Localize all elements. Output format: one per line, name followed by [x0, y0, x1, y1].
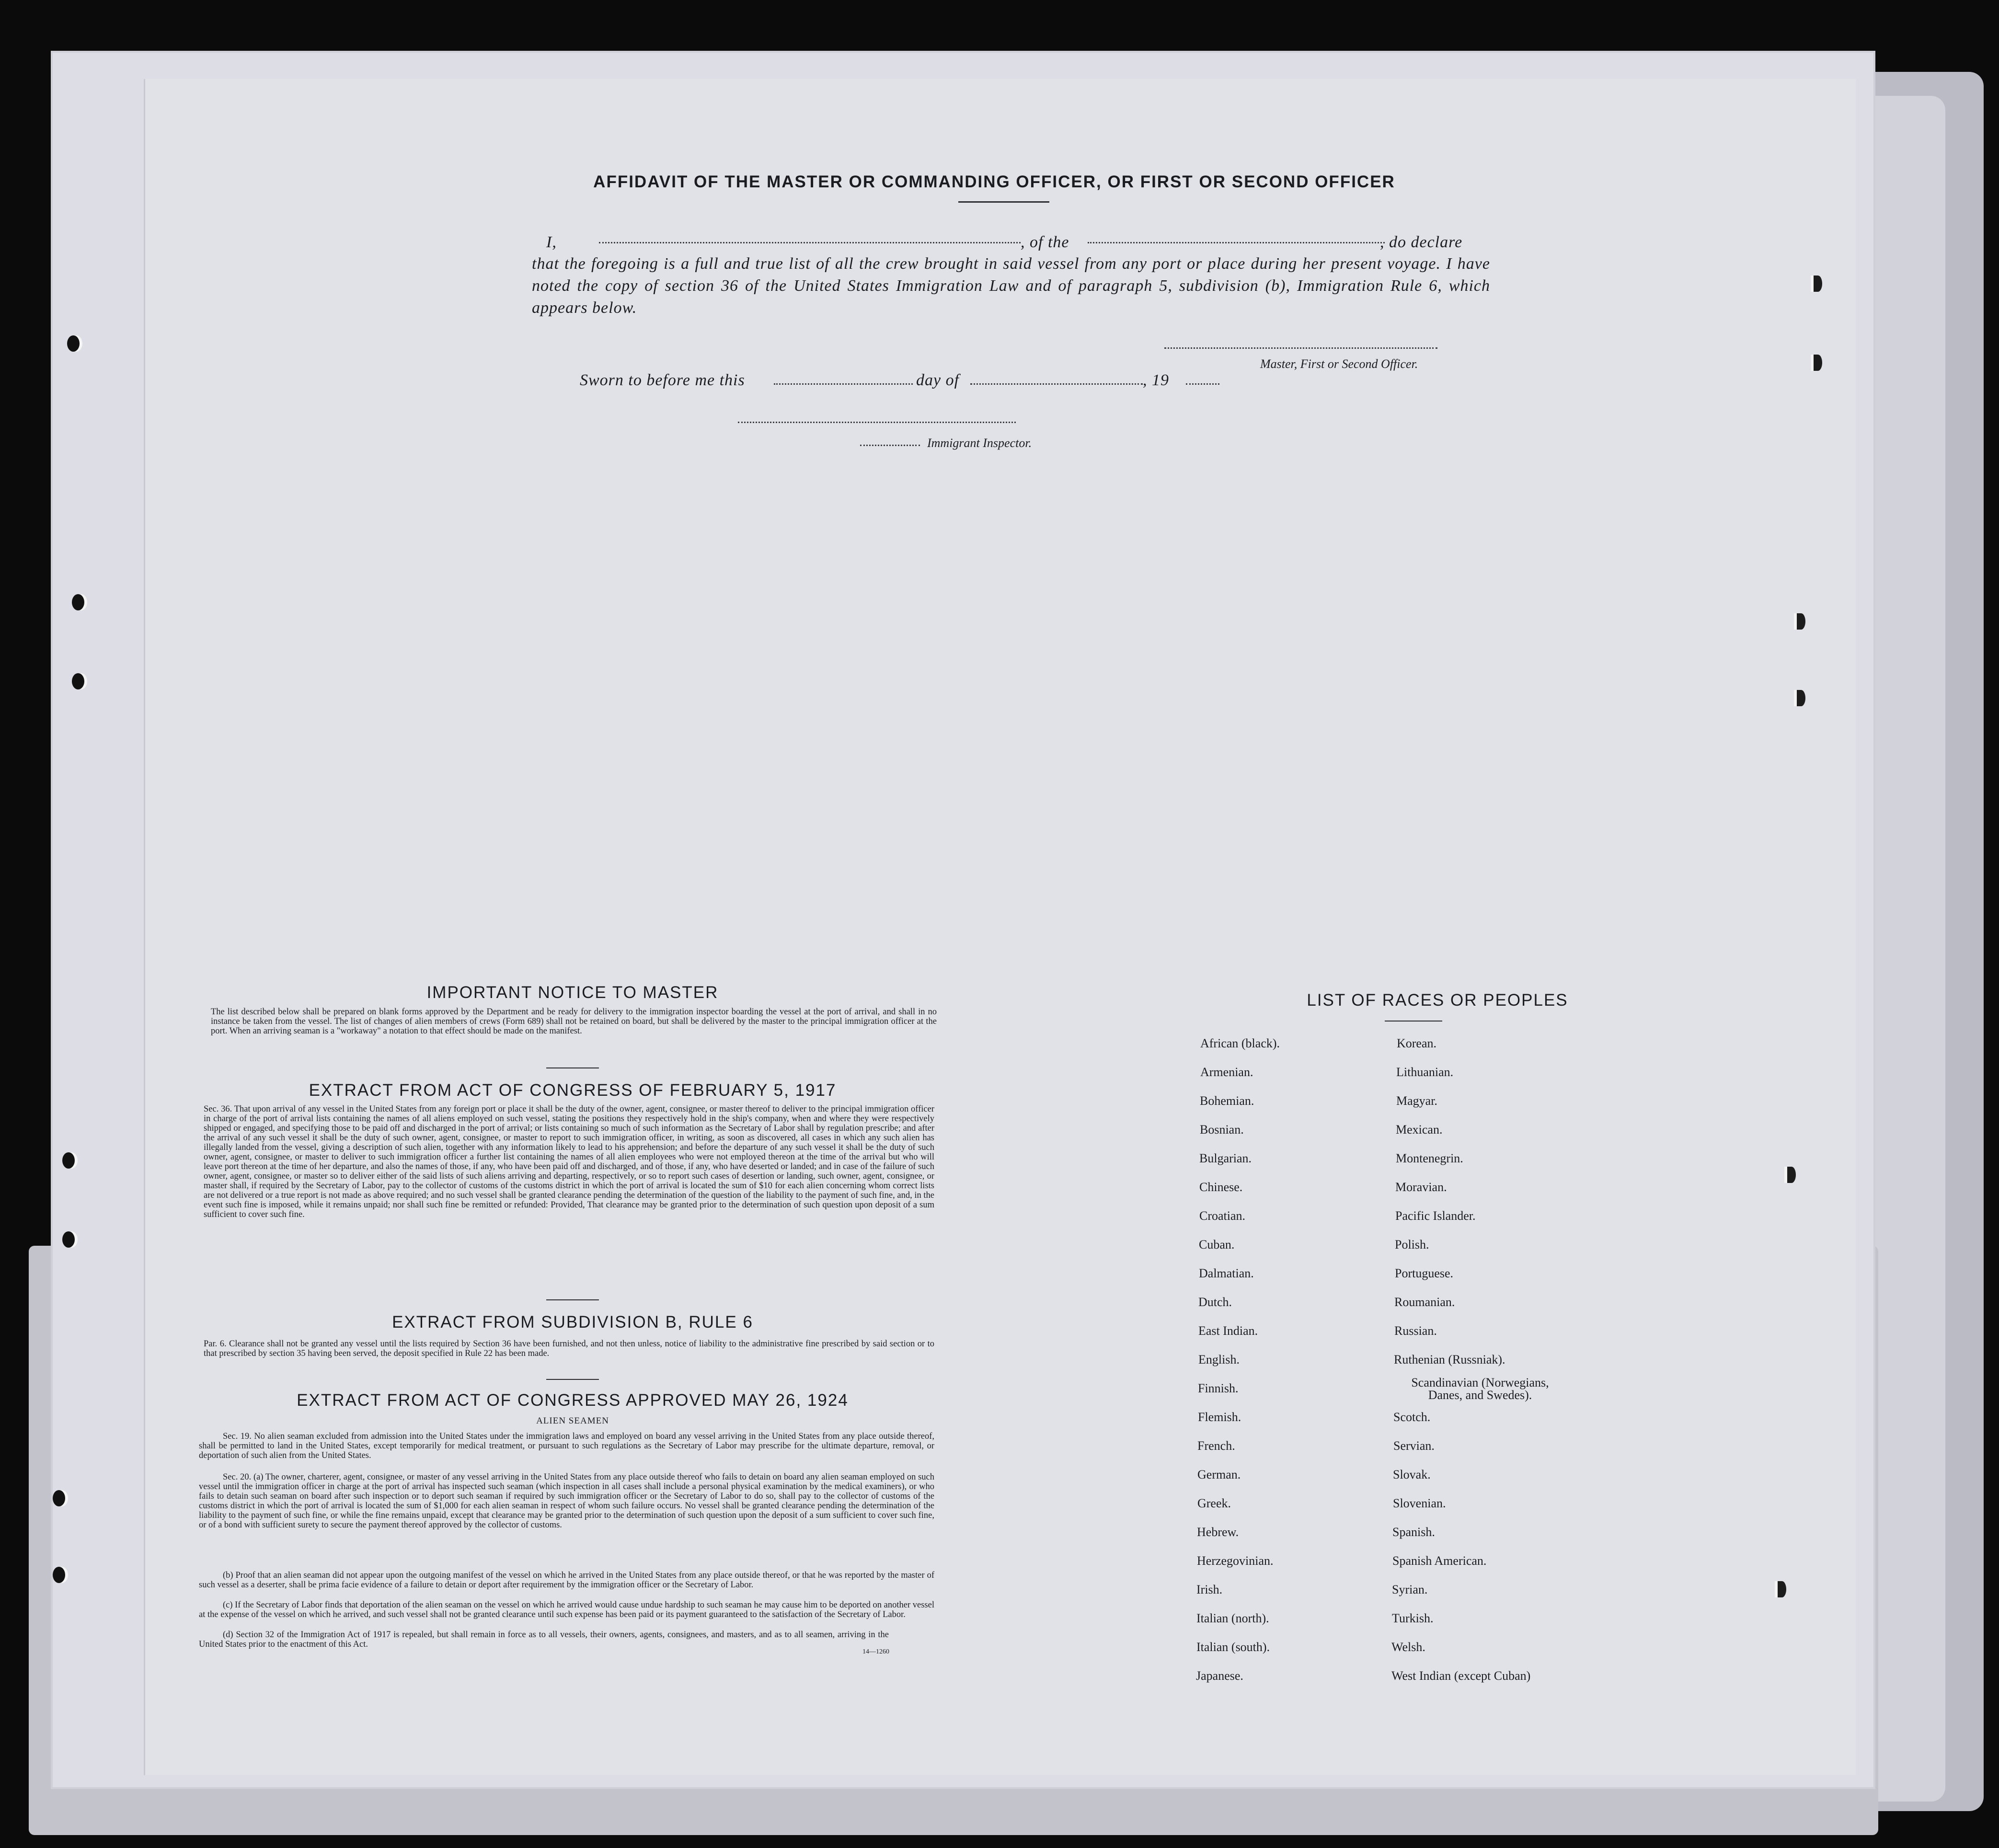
punch-hole	[1787, 1167, 1796, 1183]
race-item: Cuban.	[1199, 1238, 1235, 1251]
race-item: Russian.	[1394, 1324, 1437, 1338]
divider	[546, 1379, 599, 1380]
race-item: German.	[1197, 1468, 1241, 1481]
affidavit-body: that the foregoing is a full and true list of all the crew brought in said vessel from any port or place during her present voyage. I have noted the copy of section 36 of the United States Immigration Law and of paragraph 5, subdivision (b), Immigration Rule 6, which appears below.	[532, 255, 1490, 317]
race-item: Ruthenian (Russniak).	[1394, 1353, 1505, 1366]
sworn-month-field[interactable]	[970, 383, 1143, 385]
sworn-day-field[interactable]	[774, 383, 913, 385]
extract-1924-sec20a: Sec. 20. (a) The owner, charterer, agent, consignee, or master of any vessel arriving in the United States from any place outside thereof who fails to detain on board any alien seaman employed on such vessel until the immigration officer in charge at the port of arrival has inspected such seaman (which inspection in all cases shall include a personal physical examination by the medical examiners), or who fails to detain such seaman on board after such inspection or to deport such seaman if required by such immigration officer or the Secretary of Labor to do so, shall pay to the collector of customs of the customs district in which the port of arrival is located the sum of $1,000 for each alien seaman in respect of whom such failure occurs. No vessel shall be granted clearance pending the determination of the liability to the payment of such fine, or while the fine remains unpaid, except that clearance may be granted prior to the determination of such question upon the deposit of a sum sufficient to cover such fine, or of a bond with sufficient surety to secure the payment thereof approved by the collector of customs.	[199, 1472, 934, 1530]
extract-1924-subtitle: ALIEN SEAMEN	[536, 1416, 609, 1426]
race-item: Armenian.	[1200, 1065, 1253, 1079]
title-rule	[958, 201, 1049, 203]
race-item: Japanese.	[1196, 1669, 1243, 1683]
race-item: Pacific Islander.	[1395, 1209, 1476, 1223]
race-item: Bosnian.	[1200, 1123, 1244, 1136]
punch-hole	[72, 594, 84, 610]
race-item: Korean.	[1397, 1036, 1437, 1050]
inspector-label: Immigrant Inspector.	[927, 436, 1032, 450]
divider	[546, 1067, 599, 1068]
inspector-signature-field[interactable]	[738, 422, 1016, 423]
punch-hole	[53, 1490, 65, 1506]
race-item: Chinese.	[1199, 1180, 1243, 1194]
race-item: Mexican.	[1396, 1123, 1443, 1136]
race-item: Dutch.	[1198, 1295, 1232, 1309]
race-item: West Indian (except Cuban)	[1391, 1669, 1531, 1683]
form-number: 14—1260	[862, 1648, 889, 1655]
race-item: Spanish American.	[1392, 1554, 1487, 1568]
punch-hole	[53, 1567, 65, 1583]
punch-hole	[1778, 1581, 1786, 1597]
race-item: Slovak.	[1393, 1468, 1431, 1481]
race-item: Scotch.	[1393, 1410, 1431, 1424]
race-item: Italian (north).	[1196, 1611, 1269, 1625]
race-item: Polish.	[1395, 1238, 1429, 1251]
sworn-year-prefix: , 19	[1143, 371, 1169, 389]
race-item: Syrian.	[1392, 1583, 1428, 1596]
extract-1924-title: EXTRACT FROM ACT OF CONGRESS APPROVED MAY 26, 1924	[297, 1391, 849, 1410]
race-item: Italian (south).	[1196, 1640, 1270, 1654]
race-item: Greek.	[1197, 1496, 1231, 1510]
divider	[1385, 1021, 1442, 1022]
race-item: East Indian.	[1198, 1324, 1258, 1338]
affidavit-declare: , do declare	[1380, 233, 1463, 251]
race-item: Spanish.	[1392, 1525, 1435, 1539]
affidavit-of-the: , of the	[1021, 233, 1069, 251]
punch-hole	[1797, 613, 1805, 630]
race-item: Welsh.	[1391, 1640, 1425, 1654]
race-item: Irish.	[1196, 1583, 1223, 1596]
extract-1924-sec20d: (d) Section 32 of the Immigration Act of 1917 is repealed, but shall remain in force as to all vessels, their owners, agents, consignees, and masters, and as to all seamen, arriving in the United States prior to the enactment of this Act.	[199, 1630, 889, 1649]
punch-hole	[1814, 275, 1822, 292]
extract-1924-sec19: Sec. 19. No alien seaman excluded from admission into the United States under the immigration laws and employed on board any vessel arriving in the United States from any place outside thereof, shall be permitted to land in the United States, except temporarily for medical treatment, or pursuant to such regulations as the Secretary of Labor may prescribe for the ultimate departure, removal, or deportation of such alien from the United States.	[199, 1432, 934, 1460]
race-item: Moravian.	[1395, 1180, 1447, 1194]
race-item: Herzegovinian.	[1197, 1554, 1274, 1568]
punch-hole	[1814, 355, 1822, 371]
race-item: Hebrew.	[1197, 1525, 1239, 1539]
race-item: Bulgarian.	[1199, 1151, 1252, 1165]
race-item: Magyar.	[1396, 1094, 1437, 1108]
punch-hole	[62, 1152, 75, 1169]
race-item: Scandinavian (Norwegians, Danes, and Swedes).	[1411, 1376, 1549, 1402]
affidavit-i: I,	[546, 233, 557, 251]
race-item: Portuguese.	[1395, 1266, 1454, 1280]
sworn-prefix: Sworn to before me this	[580, 371, 745, 389]
race-item: English.	[1198, 1353, 1240, 1366]
extract-rule6-title: EXTRACT FROM SUBDIVISION B, RULE 6	[392, 1313, 753, 1331]
race-item: Dalmatian.	[1199, 1266, 1254, 1280]
race-item: Flemish.	[1198, 1410, 1241, 1424]
vessel-name-field[interactable]	[1088, 242, 1385, 243]
master-signature-label: Master, First or Second Officer.	[1260, 357, 1418, 371]
notice-title: IMPORTANT NOTICE TO MASTER	[426, 983, 719, 1002]
extract-1917-title: EXTRACT FROM ACT OF CONGRESS OF FEBRUARY 5, 1917	[309, 1081, 837, 1100]
affidavit-title: AFFIDAVIT OF THE MASTER OR COMMANDING OFFICER, OR FIRST OR SECOND OFFICER	[593, 172, 1395, 191]
race-item: Roumanian.	[1394, 1295, 1455, 1309]
sworn-day-of: day of	[916, 371, 960, 389]
master-name-field[interactable]	[599, 242, 1021, 243]
extract-1924-sec20b: (b) Proof that an alien seaman did not appear upon the outgoing manifest of the vessel on which he arrived in the United States from any place outside thereof, or that he was reported by the master of such vessel as a deserter, shall be prima facie evidence of a failure to detain or deport after requirement by the immigration officer or the Secretary of Labor.	[199, 1571, 934, 1590]
race-item: Servian.	[1393, 1439, 1435, 1453]
punch-hole	[67, 335, 80, 352]
race-item: African (black).	[1200, 1036, 1280, 1050]
race-item: Finnish.	[1198, 1381, 1239, 1395]
race-item: Bohemian.	[1200, 1094, 1254, 1108]
punch-hole	[72, 673, 84, 689]
extract-1917-body: Sec. 36. That upon arrival of any vessel in the United States from any foreign port or place it shall be the duty of the owner, agent, consignee, or master thereof to deliver to the principal immigration officer in charge of the port of arrival lists containing the names of all aliens employed on such vessel, stating the positions they respectively hold in the ship's company, when and where they were respectively shipped or engaged, and specifying those to be paid off and discharged in the port of arrival; or lists containing so much of such information as the Secretary of Labor shall by regulation prescribe; and after the arrival of any such vessel it shall be the duty of such owner, agent, consignee, or master to report to such immigration officer, in writing, as soon as discovered, all cases in which any such alien has illegally landed from the vessel, giving a description of such alien, together with any information likely to lead to his apprehension; and before the departure of any such vessel it shall be the duty of such owner, agent, consignee, or master to deliver to such immigration officer a further list containing the names of all alien employees who were not employed thereon at the time of the arrival but who will leave port thereon at the time of her departure, and also the names of those, if any, who have been paid off and discharged, and of those, if any, who have deserted or landed; and in case of the failure of such owner, agent, consignee, or master so to deliver either of the said lists of such aliens arriving and departing, respectively, or so to report such cases of desertion or landing, such owner, agent, consignee, or master shall, if required by the Secretary of Labor, pay to the collector of customs of the customs district in which the port of arrival is located the sum of $10 for each alien concerning whom correct lists are not delivered or a true report is not made as above required; and no such vessel shall be granted clearance pending the determination of the question of the liability to the payment of such fine, and, in the event such fine is imposed, while it remains unpaid; nor shall such fine be remitted or refunded: Provided, That clearance may be granted prior to the determination of such question upon deposit of a sum sufficient to cover such fine.	[204, 1104, 934, 1219]
notice-body: The list described below shall be prepared on blank forms approved by the Department and be ready for delivery to the immigration inspector boarding the vessel at the port of arrival, and shall in no instance be taken from the vessel. The list of changes of alien members of crews (Form 689) shall not be retained on board, but shall be delivered by the master to the principal immigration officer at the port. When an arriving seaman is a "workaway" a notation to that effect should be made on the manifest.	[211, 1007, 937, 1036]
punch-hole	[62, 1231, 75, 1248]
inspector-signature-field-2[interactable]	[860, 445, 920, 446]
race-item: Montenegrin.	[1396, 1151, 1463, 1165]
race-item: Lithuanian.	[1396, 1065, 1454, 1079]
punch-hole	[1797, 690, 1805, 706]
race-item: Turkish.	[1392, 1611, 1434, 1625]
races-title: LIST OF RACES OR PEOPLES	[1307, 991, 1568, 1010]
master-signature-field[interactable]	[1164, 347, 1437, 349]
race-item: Croatian.	[1199, 1209, 1246, 1223]
extract-rule6-body: Par. 6. Clearance shall not be granted any vessel until the lists required by Section 36 have been furnished, and not then unless, notice of liability to the administrative fine prescribed by said section or to that prescribed by section 35 having been served, the deposit specified in Rule 22 has been made.	[204, 1339, 934, 1358]
sworn-year-field[interactable]	[1186, 383, 1219, 385]
divider	[546, 1299, 599, 1300]
race-item: French.	[1197, 1439, 1235, 1453]
race-item: Slovenian.	[1393, 1496, 1446, 1510]
extract-1924-sec20c: (c) If the Secretary of Labor finds that deportation of the alien seaman on the vessel on which he arrived would cause undue hardship to such seaman he may cause him to be deported on another vessel at the expense of the vessel on which he arrived, and such vessel shall not be granted clearance until such expense has been paid or its payment guaranteed to the satisfaction of the Secretary of Labor.	[199, 1600, 934, 1619]
